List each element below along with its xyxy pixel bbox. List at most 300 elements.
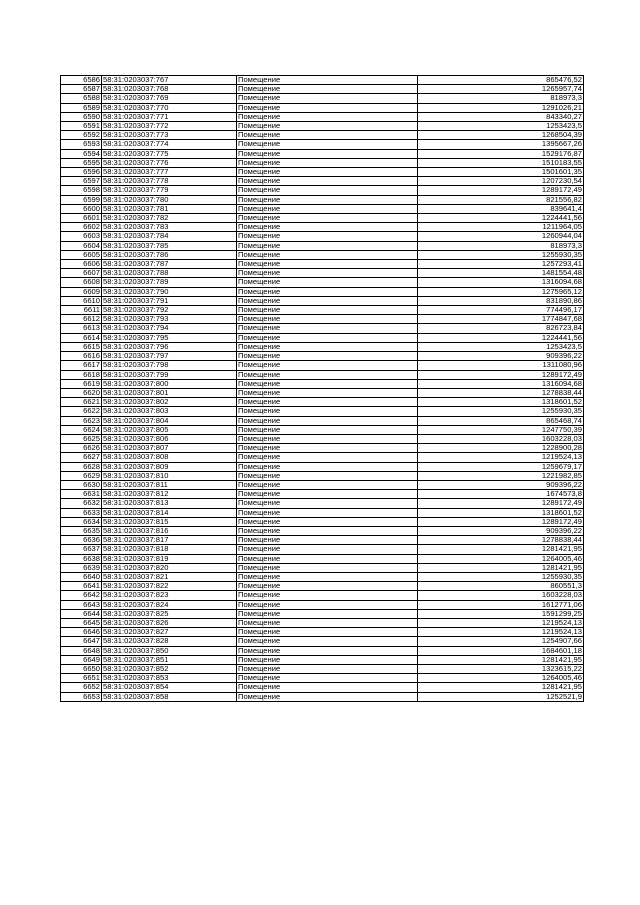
cadastral-value: 865476,52 bbox=[418, 76, 584, 85]
row-number: 6605 bbox=[61, 250, 102, 259]
row-number: 6593 bbox=[61, 140, 102, 149]
object-type: Помещение bbox=[237, 140, 418, 149]
object-type: Помещение bbox=[237, 480, 418, 489]
cadastral-value: 1254907,66 bbox=[418, 637, 584, 646]
object-type: Помещение bbox=[237, 94, 418, 103]
cadastral-value: 1264005,46 bbox=[418, 674, 584, 683]
row-number: 6608 bbox=[61, 278, 102, 287]
table-row bbox=[61, 554, 584, 563]
cadastral-number: 58:31:0203037:799 bbox=[102, 370, 237, 379]
row-number: 6612 bbox=[61, 315, 102, 324]
cadastral-number: 58:31:0203037:826 bbox=[102, 618, 237, 627]
cadastral-value: 1221982,85 bbox=[418, 471, 584, 480]
cadastral-value: 909396,22 bbox=[418, 352, 584, 361]
cadastral-value: 1281421,95 bbox=[418, 655, 584, 664]
object-type: Помещение bbox=[237, 646, 418, 655]
cadastral-number: 58:31:0203037:858 bbox=[102, 692, 237, 701]
row-number: 6604 bbox=[61, 241, 102, 250]
row-number: 6596 bbox=[61, 168, 102, 177]
table-row bbox=[61, 122, 584, 131]
table-row bbox=[61, 628, 584, 637]
cadastral-number: 58:31:0203037:798 bbox=[102, 361, 237, 370]
table-row bbox=[61, 582, 584, 591]
row-number: 6653 bbox=[61, 692, 102, 701]
cadastral-number: 58:31:0203037:785 bbox=[102, 241, 237, 250]
cadastral-number: 58:31:0203037:815 bbox=[102, 517, 237, 526]
table-row bbox=[61, 158, 584, 167]
row-number: 6649 bbox=[61, 655, 102, 664]
row-number: 6642 bbox=[61, 591, 102, 600]
cadastral-number: 58:31:0203037:852 bbox=[102, 665, 237, 674]
row-number: 6603 bbox=[61, 232, 102, 241]
table-row bbox=[61, 665, 584, 674]
row-number: 6601 bbox=[61, 214, 102, 223]
row-number: 6602 bbox=[61, 223, 102, 232]
table-row bbox=[61, 333, 584, 342]
object-type: Помещение bbox=[237, 526, 418, 535]
object-type: Помещение bbox=[237, 342, 418, 351]
cadastral-number: 58:31:0203037:770 bbox=[102, 103, 237, 112]
row-number: 6618 bbox=[61, 370, 102, 379]
cadastral-value: 1259679,17 bbox=[418, 462, 584, 471]
table-row bbox=[61, 398, 584, 407]
cadastral-value: 1219524,13 bbox=[418, 453, 584, 462]
cadastral-number: 58:31:0203037:781 bbox=[102, 204, 237, 213]
cadastral-number: 58:31:0203037:795 bbox=[102, 333, 237, 342]
cadastral-value: 1253423,5 bbox=[418, 122, 584, 131]
cadastral-value: 1278838,44 bbox=[418, 388, 584, 397]
table-row bbox=[61, 526, 584, 535]
object-type: Помещение bbox=[237, 508, 418, 517]
cadastral-value: 865468,74 bbox=[418, 416, 584, 425]
cadastral-number: 58:31:0203037:771 bbox=[102, 112, 237, 121]
table-row bbox=[61, 536, 584, 545]
cadastral-value: 839641,4 bbox=[418, 204, 584, 213]
row-number: 6597 bbox=[61, 177, 102, 186]
cadastral-value: 1264005,46 bbox=[418, 554, 584, 563]
object-type: Помещение bbox=[237, 425, 418, 434]
row-number: 6589 bbox=[61, 103, 102, 112]
cadastral-value: 1395667,26 bbox=[418, 140, 584, 149]
cadastral-number: 58:31:0203037:787 bbox=[102, 260, 237, 269]
row-number: 6641 bbox=[61, 582, 102, 591]
table-row bbox=[61, 425, 584, 434]
cadastral-value: 1289172,49 bbox=[418, 370, 584, 379]
object-type: Помещение bbox=[237, 490, 418, 499]
cadastral-number: 58:31:0203037:810 bbox=[102, 471, 237, 480]
cadastral-value: 1257293,41 bbox=[418, 260, 584, 269]
object-type: Помещение bbox=[237, 232, 418, 241]
object-type: Помещение bbox=[237, 628, 418, 637]
cadastral-number: 58:31:0203037:825 bbox=[102, 609, 237, 618]
cadastral-value: 1501601,35 bbox=[418, 168, 584, 177]
row-number: 6643 bbox=[61, 600, 102, 609]
object-type: Помещение bbox=[237, 637, 418, 646]
cadastral-value: 826723,84 bbox=[418, 324, 584, 333]
cadastral-number: 58:31:0203037:791 bbox=[102, 296, 237, 305]
object-type: Помещение bbox=[237, 434, 418, 443]
cadastral-value: 1265957,74 bbox=[418, 85, 584, 94]
cadastral-number: 58:31:0203037:767 bbox=[102, 76, 237, 85]
table-body bbox=[61, 76, 584, 702]
row-number: 6607 bbox=[61, 269, 102, 278]
table-row bbox=[61, 499, 584, 508]
row-number: 6652 bbox=[61, 683, 102, 692]
cadastral-value: 1224441,56 bbox=[418, 333, 584, 342]
cadastral-value: 843340,27 bbox=[418, 112, 584, 121]
table-row bbox=[61, 379, 584, 388]
cadastral-value: 1684601,18 bbox=[418, 646, 584, 655]
row-number: 6621 bbox=[61, 398, 102, 407]
table-row bbox=[61, 278, 584, 287]
cadastral-value: 1603228,03 bbox=[418, 591, 584, 600]
row-number: 6638 bbox=[61, 554, 102, 563]
object-type: Помещение bbox=[237, 388, 418, 397]
object-type: Помещение bbox=[237, 131, 418, 140]
cadastral-value: 821556,82 bbox=[418, 195, 584, 204]
cadastral-number: 58:31:0203037:794 bbox=[102, 324, 237, 333]
cadastral-number: 58:31:0203037:788 bbox=[102, 269, 237, 278]
cadastral-number: 58:31:0203037:808 bbox=[102, 453, 237, 462]
cadastral-value: 1318601,52 bbox=[418, 508, 584, 517]
cadastral-value: 860551,3 bbox=[418, 582, 584, 591]
table-row bbox=[61, 342, 584, 351]
row-number: 6630 bbox=[61, 480, 102, 489]
object-type: Помещение bbox=[237, 204, 418, 213]
table-row bbox=[61, 241, 584, 250]
object-type: Помещение bbox=[237, 572, 418, 581]
table-row bbox=[61, 370, 584, 379]
row-number: 6586 bbox=[61, 76, 102, 85]
cadastral-value: 1224441,56 bbox=[418, 214, 584, 223]
row-number: 6636 bbox=[61, 536, 102, 545]
object-type: Помещение bbox=[237, 407, 418, 416]
object-type: Помещение bbox=[237, 655, 418, 664]
table-row bbox=[61, 545, 584, 554]
object-type: Помещение bbox=[237, 287, 418, 296]
table-row bbox=[61, 260, 584, 269]
object-type: Помещение bbox=[237, 618, 418, 627]
object-type: Помещение bbox=[237, 250, 418, 259]
cadastral-number: 58:31:0203037:824 bbox=[102, 600, 237, 609]
table-row bbox=[61, 600, 584, 609]
cadastral-value: 1318601,52 bbox=[418, 398, 584, 407]
table-row bbox=[61, 517, 584, 526]
row-number: 6617 bbox=[61, 361, 102, 370]
cadastral-number: 58:31:0203037:774 bbox=[102, 140, 237, 149]
object-type: Помещение bbox=[237, 536, 418, 545]
table-row bbox=[61, 462, 584, 471]
cadastral-value: 1591299,25 bbox=[418, 609, 584, 618]
cadastral-number: 58:31:0203037:784 bbox=[102, 232, 237, 241]
cadastral-value: 1247750,39 bbox=[418, 425, 584, 434]
table-row bbox=[61, 112, 584, 121]
table-row bbox=[61, 168, 584, 177]
cadastral-value: 1510183,55 bbox=[418, 158, 584, 167]
table-row bbox=[61, 508, 584, 517]
object-type: Помещение bbox=[237, 195, 418, 204]
row-number: 6626 bbox=[61, 444, 102, 453]
cadastral-number: 58:31:0203037:783 bbox=[102, 223, 237, 232]
object-type: Помещение bbox=[237, 269, 418, 278]
row-number: 6633 bbox=[61, 508, 102, 517]
object-type: Помещение bbox=[237, 471, 418, 480]
cadastral-value: 1255930,35 bbox=[418, 250, 584, 259]
table-row bbox=[61, 609, 584, 618]
row-number: 6615 bbox=[61, 342, 102, 351]
cadastral-number: 58:31:0203037:816 bbox=[102, 526, 237, 535]
object-type: Помещение bbox=[237, 186, 418, 195]
object-type: Помещение bbox=[237, 149, 418, 158]
table-row bbox=[61, 76, 584, 85]
cadastral-number: 58:31:0203037:773 bbox=[102, 131, 237, 140]
row-number: 6610 bbox=[61, 296, 102, 305]
table-row bbox=[61, 352, 584, 361]
table-row bbox=[61, 250, 584, 259]
cadastral-number: 58:31:0203037:828 bbox=[102, 637, 237, 646]
cadastral-number: 58:31:0203037:827 bbox=[102, 628, 237, 637]
cadastral-number: 58:31:0203037:776 bbox=[102, 158, 237, 167]
cadastral-number: 58:31:0203037:819 bbox=[102, 554, 237, 563]
object-type: Помещение bbox=[237, 223, 418, 232]
table-row bbox=[61, 214, 584, 223]
row-number: 6613 bbox=[61, 324, 102, 333]
object-type: Помещение bbox=[237, 692, 418, 701]
cadastral-value: 818973,3 bbox=[418, 241, 584, 250]
object-type: Помещение bbox=[237, 278, 418, 287]
table-row bbox=[61, 646, 584, 655]
row-number: 6634 bbox=[61, 517, 102, 526]
object-type: Помещение bbox=[237, 582, 418, 591]
object-type: Помещение bbox=[237, 444, 418, 453]
object-type: Помещение bbox=[237, 545, 418, 554]
table-row bbox=[61, 204, 584, 213]
cadastral-number: 58:31:0203037:809 bbox=[102, 462, 237, 471]
table-row bbox=[61, 692, 584, 701]
cadastral-number: 58:31:0203037:817 bbox=[102, 536, 237, 545]
object-type: Помещение bbox=[237, 214, 418, 223]
row-number: 6614 bbox=[61, 333, 102, 342]
row-number: 6606 bbox=[61, 260, 102, 269]
cadastral-number: 58:31:0203037:769 bbox=[102, 94, 237, 103]
cadastral-number: 58:31:0203037:812 bbox=[102, 490, 237, 499]
table-row bbox=[61, 655, 584, 664]
row-number: 6620 bbox=[61, 388, 102, 397]
table-row bbox=[61, 361, 584, 370]
object-type: Помещение bbox=[237, 260, 418, 269]
cadastral-number: 58:31:0203037:797 bbox=[102, 352, 237, 361]
table-row bbox=[61, 315, 584, 324]
table-row bbox=[61, 444, 584, 453]
cadastral-number: 58:31:0203037:814 bbox=[102, 508, 237, 517]
cadastral-value: 1481554,48 bbox=[418, 269, 584, 278]
row-number: 6625 bbox=[61, 434, 102, 443]
cadastral-number: 58:31:0203037:792 bbox=[102, 306, 237, 315]
cadastral-number: 58:31:0203037:821 bbox=[102, 572, 237, 581]
cadastral-number: 58:31:0203037:853 bbox=[102, 674, 237, 683]
object-type: Помещение bbox=[237, 462, 418, 471]
row-number: 6639 bbox=[61, 563, 102, 572]
row-number: 6631 bbox=[61, 490, 102, 499]
cadastral-number: 58:31:0203037:793 bbox=[102, 315, 237, 324]
row-number: 6651 bbox=[61, 674, 102, 683]
cadastral-value: 909396,22 bbox=[418, 526, 584, 535]
object-type: Помещение bbox=[237, 112, 418, 121]
cadastral-number: 58:31:0203037:802 bbox=[102, 398, 237, 407]
cadastral-number: 58:31:0203037:786 bbox=[102, 250, 237, 259]
object-type: Помещение bbox=[237, 379, 418, 388]
cadastral-number: 58:31:0203037:851 bbox=[102, 655, 237, 664]
cadastral-number: 58:31:0203037:800 bbox=[102, 379, 237, 388]
table-row bbox=[61, 140, 584, 149]
object-type: Помещение bbox=[237, 600, 418, 609]
cadastral-value: 1252521,9 bbox=[418, 692, 584, 701]
row-number: 6594 bbox=[61, 149, 102, 158]
cadastral-value: 1275965,12 bbox=[418, 287, 584, 296]
cadastral-value: 1260944,04 bbox=[418, 232, 584, 241]
object-type: Помещение bbox=[237, 103, 418, 112]
row-number: 6632 bbox=[61, 499, 102, 508]
cadastral-value: 1311080,96 bbox=[418, 361, 584, 370]
table-row bbox=[61, 287, 584, 296]
row-number: 6646 bbox=[61, 628, 102, 637]
object-type: Помещение bbox=[237, 683, 418, 692]
table-row bbox=[61, 223, 584, 232]
table-row bbox=[61, 490, 584, 499]
cadastral-value: 1774847,68 bbox=[418, 315, 584, 324]
cadastral-number: 58:31:0203037:789 bbox=[102, 278, 237, 287]
cadastral-value: 1228900,28 bbox=[418, 444, 584, 453]
cadastral-number: 58:31:0203037:768 bbox=[102, 85, 237, 94]
object-type: Помещение bbox=[237, 499, 418, 508]
cadastral-number: 58:31:0203037:796 bbox=[102, 342, 237, 351]
cadastral-number: 58:31:0203037:822 bbox=[102, 582, 237, 591]
table-row bbox=[61, 296, 584, 305]
table-row bbox=[61, 471, 584, 480]
row-number: 6622 bbox=[61, 407, 102, 416]
cadastral-value: 1281421,95 bbox=[418, 683, 584, 692]
row-number: 6598 bbox=[61, 186, 102, 195]
cadastral-number: 58:31:0203037:772 bbox=[102, 122, 237, 131]
cadastral-value: 1316094,68 bbox=[418, 278, 584, 287]
object-type: Помещение bbox=[237, 563, 418, 572]
table-row bbox=[61, 434, 584, 443]
property-table bbox=[60, 75, 584, 702]
table-row bbox=[61, 453, 584, 462]
row-number: 6611 bbox=[61, 306, 102, 315]
cadastral-number: 58:31:0203037:801 bbox=[102, 388, 237, 397]
cadastral-number: 58:31:0203037:780 bbox=[102, 195, 237, 204]
cadastral-value: 1255930,35 bbox=[418, 407, 584, 416]
cadastral-value: 1255930,35 bbox=[418, 572, 584, 581]
row-number: 6650 bbox=[61, 665, 102, 674]
object-type: Помещение bbox=[237, 398, 418, 407]
table-row bbox=[61, 388, 584, 397]
object-type: Помещение bbox=[237, 324, 418, 333]
cadastral-value: 1291026,21 bbox=[418, 103, 584, 112]
row-number: 6628 bbox=[61, 462, 102, 471]
table-row bbox=[61, 674, 584, 683]
object-type: Помещение bbox=[237, 453, 418, 462]
cadastral-number: 58:31:0203037:803 bbox=[102, 407, 237, 416]
row-number: 6595 bbox=[61, 158, 102, 167]
cadastral-number: 58:31:0203037:850 bbox=[102, 646, 237, 655]
cadastral-value: 1289172,49 bbox=[418, 517, 584, 526]
row-number: 6645 bbox=[61, 618, 102, 627]
table-row bbox=[61, 324, 584, 333]
cadastral-value: 1278838,44 bbox=[418, 536, 584, 545]
cadastral-value: 1211964,05 bbox=[418, 223, 584, 232]
cadastral-value: 1219524,13 bbox=[418, 628, 584, 637]
row-number: 6647 bbox=[61, 637, 102, 646]
row-number: 6640 bbox=[61, 572, 102, 581]
cadastral-number: 58:31:0203037:778 bbox=[102, 177, 237, 186]
cadastral-number: 58:31:0203037:775 bbox=[102, 149, 237, 158]
object-type: Помещение bbox=[237, 122, 418, 131]
cadastral-value: 1281421,95 bbox=[418, 545, 584, 554]
table-row bbox=[61, 232, 584, 241]
object-type: Помещение bbox=[237, 591, 418, 600]
cadastral-value: 1253423,5 bbox=[418, 342, 584, 351]
object-type: Помещение bbox=[237, 333, 418, 342]
row-number: 6635 bbox=[61, 526, 102, 535]
table-row bbox=[61, 186, 584, 195]
table-row bbox=[61, 131, 584, 140]
table-row bbox=[61, 591, 584, 600]
row-number: 6600 bbox=[61, 204, 102, 213]
table-row bbox=[61, 407, 584, 416]
cadastral-value: 1323615,22 bbox=[418, 665, 584, 674]
object-type: Помещение bbox=[237, 361, 418, 370]
cadastral-value: 1674573,8 bbox=[418, 490, 584, 499]
table-row bbox=[61, 103, 584, 112]
object-type: Помещение bbox=[237, 609, 418, 618]
table-row bbox=[61, 416, 584, 425]
cadastral-number: 58:31:0203037:779 bbox=[102, 186, 237, 195]
row-number: 6623 bbox=[61, 416, 102, 425]
object-type: Помещение bbox=[237, 517, 418, 526]
table-row bbox=[61, 94, 584, 103]
table-row bbox=[61, 195, 584, 204]
cadastral-value: 1603228,03 bbox=[418, 434, 584, 443]
row-number: 6619 bbox=[61, 379, 102, 388]
object-type: Помещение bbox=[237, 85, 418, 94]
table-row bbox=[61, 177, 584, 186]
cadastral-value: 1612771,06 bbox=[418, 600, 584, 609]
cadastral-number: 58:31:0203037:854 bbox=[102, 683, 237, 692]
object-type: Помещение bbox=[237, 416, 418, 425]
object-type: Помещение bbox=[237, 352, 418, 361]
row-number: 6616 bbox=[61, 352, 102, 361]
cadastral-value: 1268504,39 bbox=[418, 131, 584, 140]
object-type: Помещение bbox=[237, 674, 418, 683]
row-number: 6592 bbox=[61, 131, 102, 140]
object-type: Помещение bbox=[237, 315, 418, 324]
cadastral-value: 818973,3 bbox=[418, 94, 584, 103]
row-number: 6590 bbox=[61, 112, 102, 121]
row-number: 6587 bbox=[61, 85, 102, 94]
cadastral-value: 1207230,54 bbox=[418, 177, 584, 186]
cadastral-value: 1316094,68 bbox=[418, 379, 584, 388]
cadastral-number: 58:31:0203037:790 bbox=[102, 287, 237, 296]
cadastral-number: 58:31:0203037:806 bbox=[102, 434, 237, 443]
cadastral-number: 58:31:0203037:823 bbox=[102, 591, 237, 600]
table-row bbox=[61, 85, 584, 94]
row-number: 6648 bbox=[61, 646, 102, 655]
cadastral-value: 1281421,95 bbox=[418, 563, 584, 572]
row-number: 6599 bbox=[61, 195, 102, 204]
object-type: Помещение bbox=[237, 177, 418, 186]
